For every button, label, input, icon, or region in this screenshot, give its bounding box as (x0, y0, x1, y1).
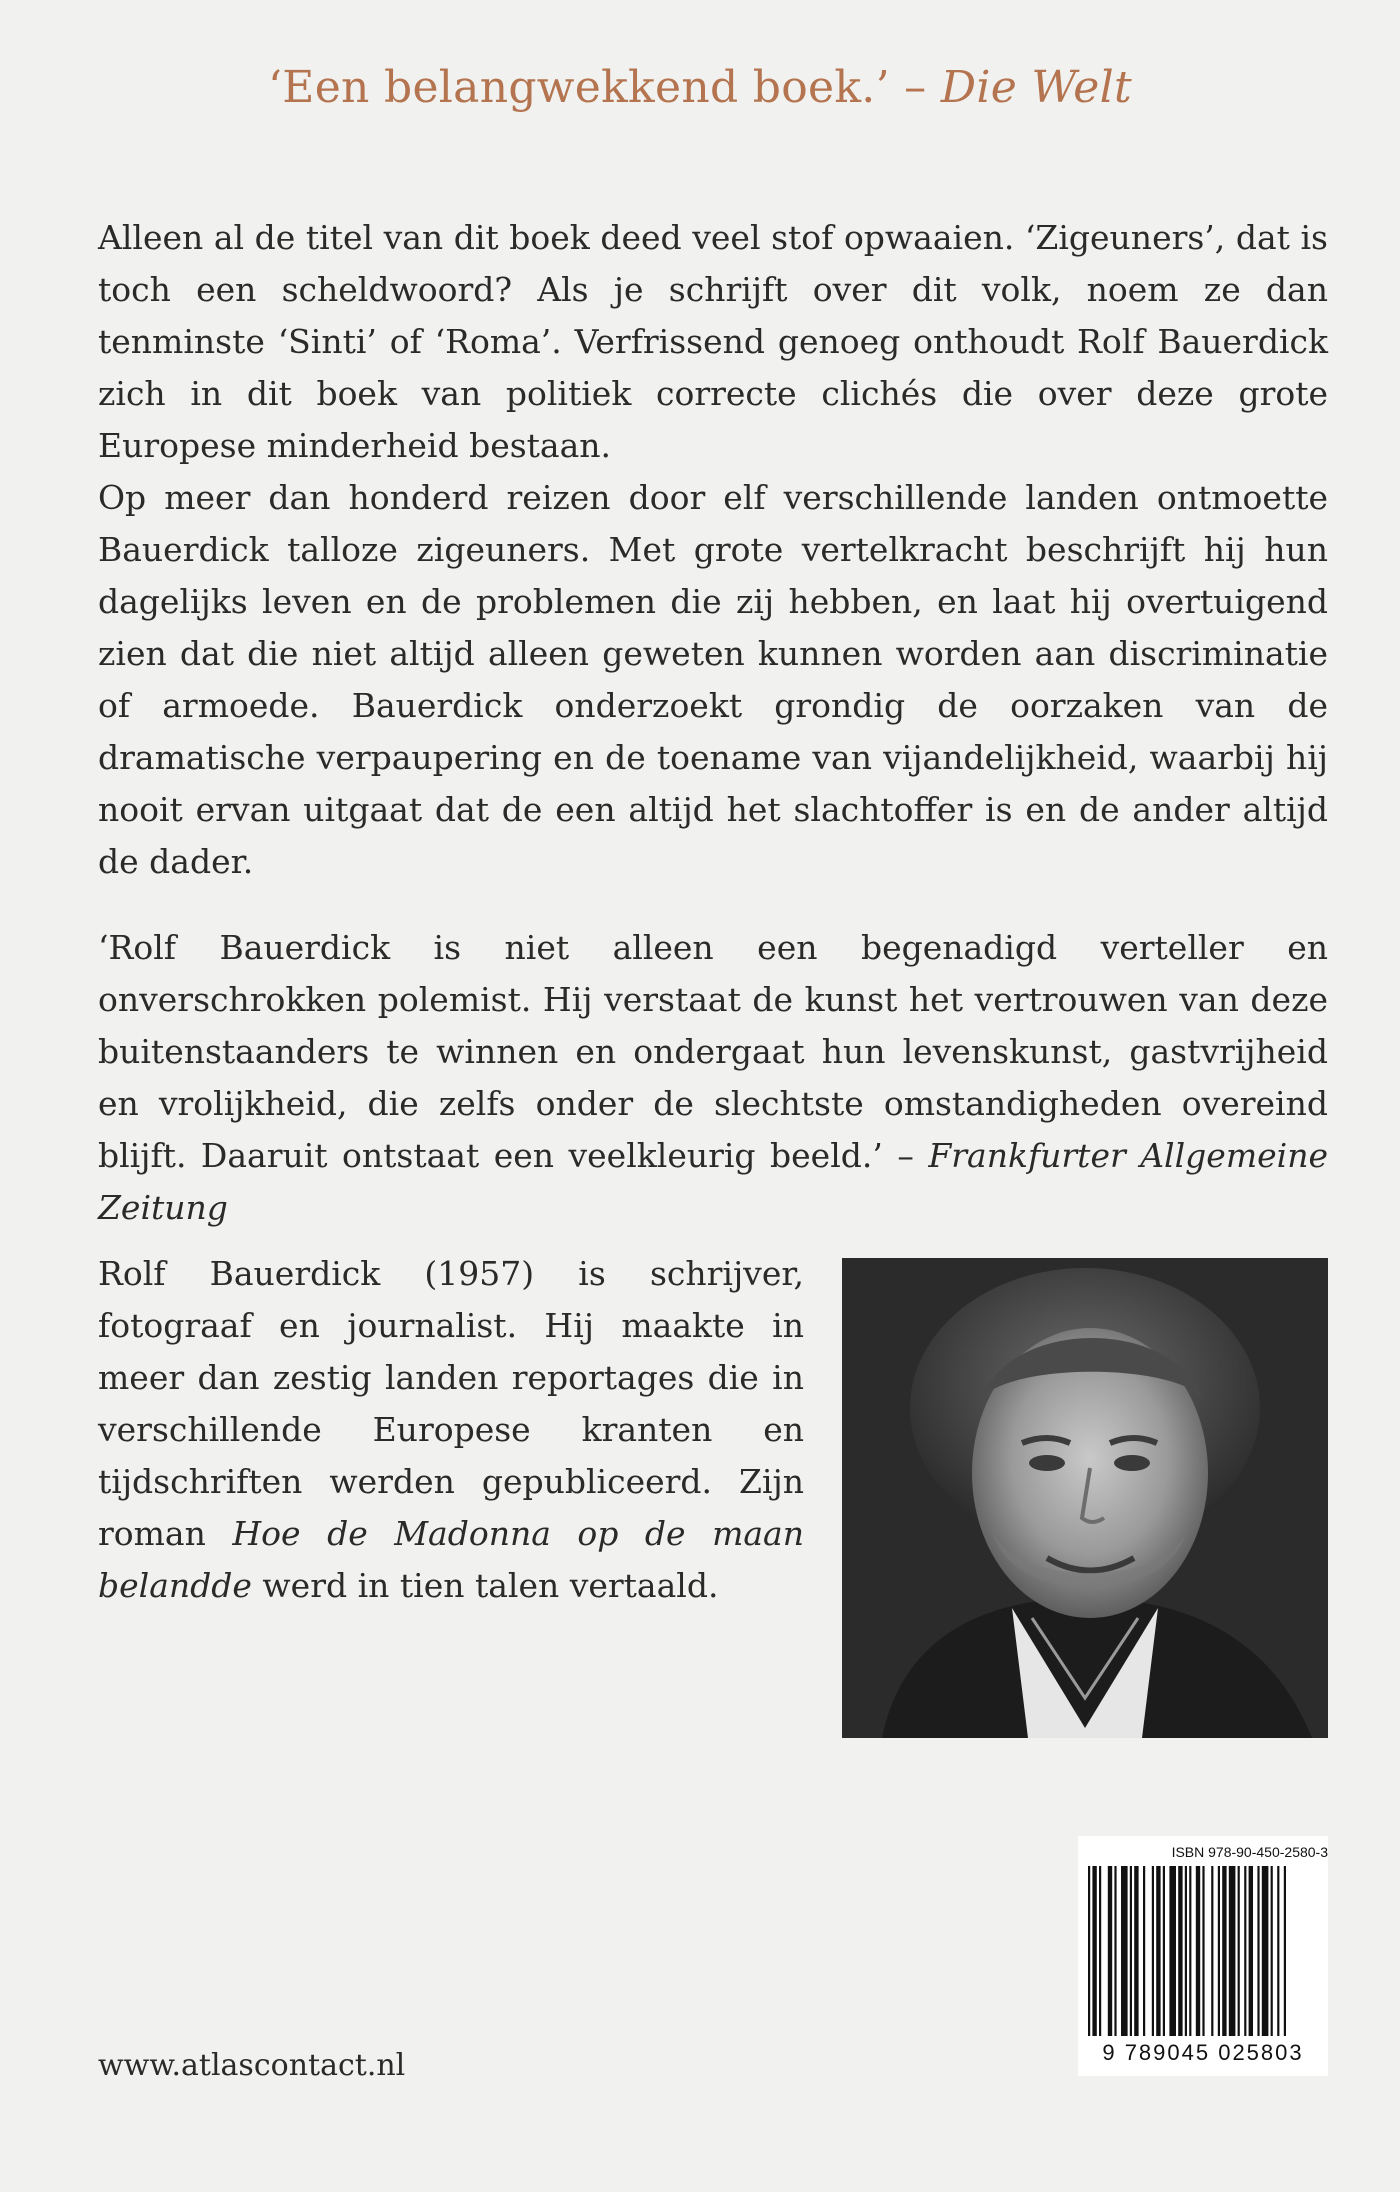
barcode-bar (1114, 1866, 1116, 2036)
author-photo (842, 1258, 1328, 1738)
isbn-label: ISBN 978-90-450-2580-3 (1171, 1844, 1328, 1860)
barcode-bar (1202, 1866, 1204, 2036)
barcode-bar (1211, 1866, 1213, 2036)
author-bio-text: Rolf Bauerdick (1957) is schrijver, fotograaf en journalist. Hij maakte in meer dan zestig landen reportages die in verschillende Europese kranten en tijdschriften werden gepubliceerd. Zijn roman (98, 1254, 804, 1553)
review-text: ‘Rolf Bauerdick is niet alleen een begenadigd verteller en onverschrokken polemist. Hij verstaat de kunst het vertrouwen van deze buitenstaanders te winnen en ondergaat hun levenskunst, gastvrijheid en vrolijkheid, die zelfs onder de slechtste omstandigheden overeind blijft. Daaruit ontstaat een veelkleurig beeld.’ – (98, 928, 1328, 1175)
barcode-bar (1088, 1866, 1090, 2036)
ean-digits: 9 789045 025803 (1078, 2040, 1328, 2066)
barcode-bar (1163, 1866, 1165, 2036)
barcode-bar (1169, 1866, 1176, 2036)
barcode-bar (1271, 1866, 1273, 2036)
publisher-website[interactable]: www.atlascontact.nl (98, 2048, 406, 2083)
barcode-bar (1238, 1866, 1240, 2036)
author-bio-paragraph (98, 1248, 804, 1612)
barcode-bar (1121, 1866, 1128, 2036)
review-quote (98, 922, 1328, 1234)
barcode-bar (1152, 1866, 1154, 2036)
barcode-bar (1196, 1866, 1200, 2036)
barcode-bar (1092, 1866, 1096, 2036)
barcode-bar (1218, 1866, 1220, 2036)
barcode-bar (1262, 1866, 1269, 2036)
barcode-bar (1143, 1866, 1145, 2036)
barcode-bar (1257, 1866, 1259, 2036)
barcode-bar (1156, 1866, 1160, 2036)
barcode-bar (1178, 1866, 1182, 2036)
author-bio (98, 1248, 804, 1612)
barcode (1078, 1866, 1328, 2042)
top-quote (0, 62, 1400, 113)
barcode-bar (1108, 1866, 1112, 2036)
barcode-bar (1284, 1866, 1286, 2036)
barcode-bar (1249, 1866, 1253, 2036)
blurb-paragraph: Alleen al de titel van dit boek deed veel stof opwaaien. ‘Zigeuners’, dat is toch een scheldwoord? Als je schrijft over dit volk, noem ze dan tenminste ‘Sinti’ of ‘Roma’. Verfrissend genoeg onthoudt Rolf Bauerdick zich in dit boek van politiek correcte clichés die over deze grote Europese minderheid bestaan. (98, 218, 1328, 465)
top-quote-source: Die Welt (940, 62, 1132, 113)
blurb-paragraph: Op meer dan honderd reizen door elf verschillende landen ontmoette Bauerdick talloze zigeuners. Met grote vertelkracht beschrijft hij hun dagelijks leven en de problemen die zij hebben, en laat hij overtuigend zien dat die niet altijd alleen geweten kunnen worden aan discriminatie of armoede. Bauerdick onderzoekt grondig de oorzaken van de dramatische verpaupering en de toename van vijandelijkheid, waarbij hij nooit ervan uitgaat dat de een altijd het slachtoffer is en de ander altijd de dader. (98, 478, 1328, 881)
barcode-bar (1222, 1866, 1226, 2036)
review-source: Frankfurter Allgemeine Zeitung (98, 1136, 1328, 1227)
novel-title: Hoe de Madonna op de maan belandde (98, 1514, 804, 1605)
author-portrait-graphic (842, 1258, 1328, 1738)
review-paragraph (98, 922, 1328, 1234)
barcode-bar (1189, 1866, 1191, 2036)
barcode-bar (1099, 1866, 1101, 2036)
barcode-bar (1185, 1866, 1187, 2036)
top-quote-text: ‘Een belangwekkend boek.’ – (268, 62, 941, 113)
barcode-bar (1229, 1866, 1236, 2036)
barcode-bar (1277, 1866, 1279, 2036)
barcode-bar (1134, 1866, 1138, 2036)
blurb (98, 212, 1328, 888)
barcode-bar (1244, 1866, 1246, 2036)
author-bio-text-end: werd in tien talen vertaald. (251, 1566, 719, 1605)
barcode-bar (1130, 1866, 1132, 2036)
